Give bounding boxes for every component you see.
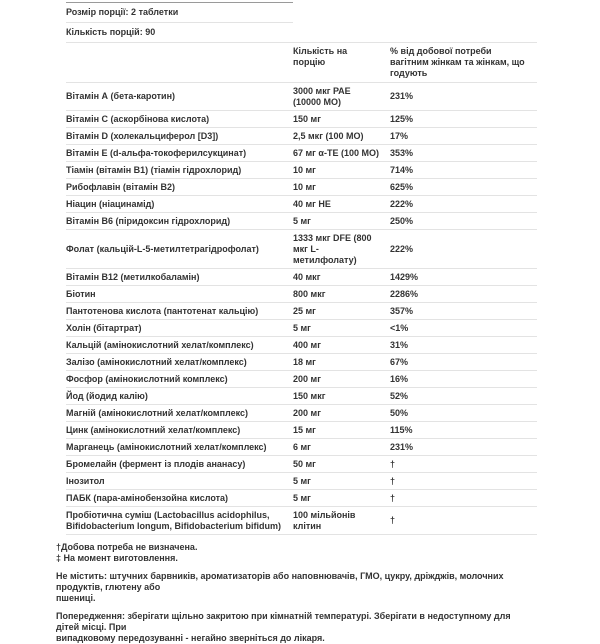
nutrient-name-cell: Вітамін D (холекальциферол [D3])	[66, 128, 293, 145]
nutrient-dv-cell: 2286%	[390, 286, 537, 303]
nutrient-amount-cell: 50 мг	[293, 456, 390, 473]
nutrient-name-cell: Фолат (кальцій-L-5-метилтетрагідрофолат)	[66, 230, 293, 269]
nutrient-amount-cell: 10 мг	[293, 162, 390, 179]
servings-per-container-label: Кількість порцій: 90	[66, 23, 537, 43]
nutrient-dv-cell: 357%	[390, 303, 537, 320]
table-row	[66, 388, 537, 405]
nutrient-amount-cell: 5 мг	[293, 320, 390, 337]
nutrient-name-cell: ПАБК (пара-амінобензойна кислота)	[66, 490, 293, 507]
nutrient-name-cell: Ніацин (ніацинамід)	[66, 196, 293, 213]
nutrient-name-cell: Вітамін B12 (метилкобаламін)	[66, 269, 293, 286]
nutrient-dv-cell: 67%	[390, 354, 537, 371]
nutrient-dv-cell: 231%	[390, 83, 537, 111]
nutrient-dv-cell: 17%	[390, 128, 537, 145]
nutrient-amount-cell: 15 мг	[293, 422, 390, 439]
table-row	[66, 83, 537, 111]
nutrient-amount-cell: 2,5 мкг (100 МО)	[293, 128, 390, 145]
nutrient-dv-cell: 115%	[390, 422, 537, 439]
nutrient-column-header	[66, 43, 293, 83]
table-row	[66, 128, 537, 145]
nutrient-dv-cell: 222%	[390, 230, 537, 269]
table-row	[66, 213, 537, 230]
warning-statement	[56, 611, 534, 644]
nutrient-name-cell: Марганець (амінокислотний хелат/комплекс)	[66, 439, 293, 456]
nutrient-amount-cell: 25 мг	[293, 303, 390, 320]
nutrient-amount-cell: 10 мг	[293, 179, 390, 196]
footnote-at-manufacture: ‡ На момент виготовлення.	[56, 553, 178, 563]
table-row	[66, 422, 537, 439]
warning-line-2: випадковому передозуванні - негайно зверніться до лікаря.	[56, 633, 325, 643]
nutrient-name-cell: Холін (бітартрат)	[66, 320, 293, 337]
nutrient-dv-cell: †	[390, 490, 537, 507]
nutrient-amount-cell: 150 мкг	[293, 388, 390, 405]
nutrient-amount-cell: 800 мкг	[293, 286, 390, 303]
nutrient-dv-cell: 250%	[390, 213, 537, 230]
nutrient-amount-cell: 6 мг	[293, 439, 390, 456]
nutrient-amount-cell: 400 мг	[293, 337, 390, 354]
free-of-line-2: пшениці.	[56, 593, 96, 603]
table-row	[66, 179, 537, 196]
table-row	[66, 320, 537, 337]
serving-size-label: Розмір порції: 2 таблетки	[66, 3, 293, 23]
nutrient-name-cell: Пробіотична суміш (Lactobacillus acidophilus, Bifidobacterium longum, Bifidobacterium bifidum)	[66, 507, 293, 535]
column-header-row	[66, 43, 537, 83]
nutrient-amount-cell: 100 мільйонів клітин	[293, 507, 390, 535]
nutrient-name-cell: Кальцій (амінокислотний хелат/комплекс)	[66, 337, 293, 354]
free-of-statement	[56, 571, 534, 604]
nutrient-dv-cell: 625%	[390, 179, 537, 196]
nutrient-amount-cell: 1333 мкг DFE (800 мкг L-метилфолату)	[293, 230, 390, 269]
footnote-daily-value: †Добова потреба не визначена.	[56, 542, 198, 552]
nutrient-dv-cell: 222%	[390, 196, 537, 213]
table-row	[66, 439, 537, 456]
nutrient-dv-cell: 52%	[390, 388, 537, 405]
table-row	[66, 145, 537, 162]
table-row	[66, 111, 537, 128]
nutrient-name-cell: Цинк (амінокислотний хелат/комплекс)	[66, 422, 293, 439]
table-row	[66, 303, 537, 320]
nutrient-name-cell: Йод (йодид калію)	[66, 388, 293, 405]
table-body	[66, 83, 537, 535]
nutrient-dv-cell: †	[390, 473, 537, 490]
nutrient-dv-cell: <1%	[390, 320, 537, 337]
nutrient-name-cell: Вітамін B6 (піридоксин гідрохлорид)	[66, 213, 293, 230]
table-row	[66, 354, 537, 371]
table-row	[66, 337, 537, 354]
nutrient-amount-cell: 40 мкг	[293, 269, 390, 286]
nutrient-name-cell: Фосфор (амінокислотний комплекс)	[66, 371, 293, 388]
nutrient-amount-cell: 200 мг	[293, 405, 390, 422]
nutrient-amount-cell: 3000 мкг РАЕ (10000 МО)	[293, 83, 390, 111]
nutrient-dv-cell: 1429%	[390, 269, 537, 286]
nutrient-amount-cell: 200 мг	[293, 371, 390, 388]
nutrient-name-cell: Біотин	[66, 286, 293, 303]
nutrient-amount-cell: 5 мг	[293, 490, 390, 507]
nutrient-dv-cell: 31%	[390, 337, 537, 354]
amount-column-header: Кількість на порцію	[293, 43, 390, 83]
servings-per-container-row	[66, 23, 537, 43]
nutrient-dv-cell: †	[390, 507, 537, 535]
nutrient-amount-cell: 5 мг	[293, 473, 390, 490]
table-header	[66, 3, 537, 83]
table-row	[66, 269, 537, 286]
supplement-facts-table	[66, 2, 537, 535]
nutrient-name-cell: Інозитол	[66, 473, 293, 490]
nutrient-name-cell: Вітамін C (аскорбінова кислота)	[66, 111, 293, 128]
warning-line-1: Попередження: зберігати щільно закритою при кімнатній температурі. Зберігати в недоступному для дітей місці. При	[56, 611, 511, 632]
serving-size-spacer	[293, 3, 537, 23]
table-row	[66, 473, 537, 490]
table-row	[66, 196, 537, 213]
nutrient-dv-cell: 50%	[390, 405, 537, 422]
table-row	[66, 405, 537, 422]
nutrient-name-cell: Магній (амінокислотний хелат/комплекс)	[66, 405, 293, 422]
table-row	[66, 230, 537, 269]
nutrient-amount-cell: 5 мг	[293, 213, 390, 230]
free-of-line-1: Не містить: штучних барвників, ароматизаторів або наповнювачів, ГМО, цукру, дріжджів, молочних продуктів, глютену або	[56, 571, 504, 592]
table-row	[66, 490, 537, 507]
nutrient-name-cell: Залізо (амінокислотний хелат/комплекс)	[66, 354, 293, 371]
table-row	[66, 162, 537, 179]
nutrient-amount-cell: 40 мг НЕ	[293, 196, 390, 213]
nutrient-name-cell: Пантотенова кислота (пантотенат кальцію)	[66, 303, 293, 320]
nutrient-name-cell: Рибофлавін (вітамін B2)	[66, 179, 293, 196]
nutrient-dv-cell: 16%	[390, 371, 537, 388]
table-row	[66, 286, 537, 303]
nutrient-dv-cell: 353%	[390, 145, 537, 162]
table-row	[66, 456, 537, 473]
nutrient-name-cell: Бромелайн (фермент із плодів ананасу)	[66, 456, 293, 473]
nutrient-amount-cell: 18 мг	[293, 354, 390, 371]
nutrient-name-cell: Вітамін А (бета-каротин)	[66, 83, 293, 111]
nutrient-dv-cell: †	[390, 456, 537, 473]
footnotes	[56, 542, 534, 564]
nutrient-dv-cell: 714%	[390, 162, 537, 179]
table-row	[66, 371, 537, 388]
nutrient-dv-cell: 231%	[390, 439, 537, 456]
nutrient-amount-cell: 150 мг	[293, 111, 390, 128]
nutrient-name-cell: Тіамін (вітамін B1) (тіамін гідрохлорид)	[66, 162, 293, 179]
nutrient-name-cell: Вітамін E (d-альфа-токоферилсукцинат)	[66, 145, 293, 162]
nutrient-dv-cell: 125%	[390, 111, 537, 128]
table-row	[66, 507, 537, 535]
nutrient-amount-cell: 67 мг α-ТЕ (100 МО)	[293, 145, 390, 162]
daily-value-column-header: % від добової потреби вагітним жінкам та жінкам, що годують	[390, 43, 537, 83]
serving-size-row	[66, 3, 537, 23]
